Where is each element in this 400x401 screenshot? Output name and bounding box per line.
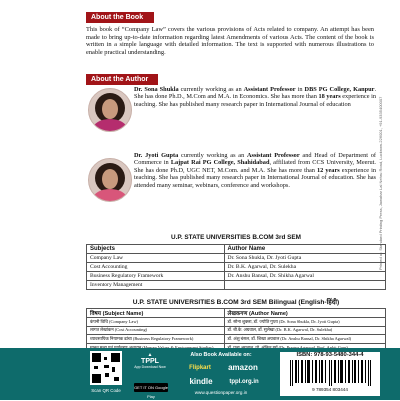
table-header-row <box>87 245 386 254</box>
tppl-name: TPPL <box>141 358 159 365</box>
table-row <box>87 254 386 263</box>
barcode-number: 9 789354 803444 <box>312 387 348 392</box>
table-cell: Dr. Sona Shukla, Dr. Jyoti Gupta <box>224 254 385 263</box>
table-cell: डॉ. बी.के. अग्रवाल, डॉ. सुलेखा (Dr. B.K. Agarwal, Dr. Sulekha) <box>224 326 385 335</box>
table-row <box>87 335 386 344</box>
tppl-site-logo[interactable]: tppl.org.in <box>229 379 259 385</box>
table-header-row <box>87 309 386 318</box>
table-header: लेखकगण (Author Name) <box>224 309 385 318</box>
tppl-app-promo <box>130 352 170 369</box>
table-cell: Business Regulatory Framework <box>87 272 225 281</box>
flipkart-logo[interactable]: Flipkart <box>189 365 211 371</box>
table-header: Subjects <box>87 245 225 254</box>
author1-name: Dr. Sona Shukla <box>134 86 179 93</box>
books-table-bilingual <box>86 308 386 352</box>
barcode-icon <box>290 360 372 386</box>
table-row <box>87 272 386 281</box>
table-cell <box>224 281 385 290</box>
table-row <box>87 281 386 290</box>
tppl-logo-icon: ▲ <box>147 352 153 358</box>
books-table-english <box>86 244 386 290</box>
table-row <box>87 263 386 272</box>
table-cell: Inventory Management <box>87 281 225 290</box>
table2-title: U.P. STATE UNIVERSITIES B.COM 3rd SEM Bilingual (English-हिंदी) <box>132 299 340 306</box>
tppl-app-label: App Download Now <box>134 365 166 369</box>
website-url[interactable]: www.questionpaper.org.in <box>194 390 248 395</box>
table-cell: कंपनी विधि (Company Law) <box>87 318 225 327</box>
author2-name: Dr. Jyoti Gupta <box>134 152 179 159</box>
about-author-heading: About the Author <box>86 74 158 85</box>
table1-title: U.P. STATE UNIVERSITIES B.COM 3rd SEM <box>171 234 301 241</box>
also-available-label: Also Book Available on: <box>190 352 252 358</box>
kindle-logo[interactable]: kindle <box>189 377 213 386</box>
qr-code-icon[interactable] <box>90 351 122 385</box>
table-cell: डॉ. सोना शुक्ला, डॉ. ज्योति गुप्ता (Dr. Sona Shukla, Dr. Jyoti Gupta) <box>224 318 385 327</box>
table-cell: व्यावसायिक नियामक ढांचा (Business Regulatory Framework) <box>87 335 225 344</box>
table-header: विषय (Subject Name) <box>87 309 225 318</box>
author2-photo <box>88 158 132 202</box>
table-cell: डॉ. अंशु बंसल, डॉ. शिखा अग्रवाल (Dr. Anshu Bansal, Dr. Shikha Agarwal) <box>224 335 385 344</box>
amazon-logo[interactable]: amazon <box>228 363 258 372</box>
author2-bio: Dr. Jyoti Gupta currently working as an Assistant Professor and Head of Department of Commerce in Lajpat Rai PG College, Shahidabad, affiliated from CCS University, Meerut. She has done Ph.D, UGC NET, M.Com. and M.A. She has more than 12 years experience in teaching. She has published many research paper in International Journal of education. She has attended many seminar, webinars, conference and workshops. <box>134 152 377 189</box>
table-row <box>87 318 386 327</box>
isbn-text: ISBN: 978-93-5480-344-4 <box>296 352 364 358</box>
table-cell: Company Law <box>87 254 225 263</box>
about-book-heading: About the Book <box>86 12 154 23</box>
table-cell: Cost Accounting <box>87 263 225 272</box>
table-cell: Dr. B.K. Agarwal, Dr. Sulekha <box>224 263 385 272</box>
table-cell: Dr. Anshu Bansal, Dr. Shikha Agarwal <box>224 272 385 281</box>
scan-qr-label: Scan QR Code <box>91 388 121 393</box>
printer-imprint: Printed at: Standard Printing Press, Jawahar Lal Nehru Road, Lucknow-226001, +91-9335400007 <box>378 96 383 270</box>
table-header: Author Name <box>224 245 385 254</box>
author1-bio: Dr. Sona Shukla currently working as an Assistant Professor in DBS PG College, Kanpur. She has done Ph.D., M.Com and M.A. in Economics. She has more than 18 years experience in teaching. She has published many research paper in International Journal of education <box>134 86 377 108</box>
google-play-badge[interactable]: GET IT ON Google Play <box>134 385 168 399</box>
table-cell: लागत लेखांकन (Cost Accounting) <box>87 326 225 335</box>
about-book-text: This book of “Company Law” covers the various provisions of Acts related to company. An attempt has been made to bring up-to-date information regarding latest Amendments of various Acts. The content of the book is written in a simple language with detailed information. The text is supported with numerous illustrations to enable practical understanding. <box>86 26 374 56</box>
table-row <box>87 326 386 335</box>
author1-photo <box>88 88 132 132</box>
